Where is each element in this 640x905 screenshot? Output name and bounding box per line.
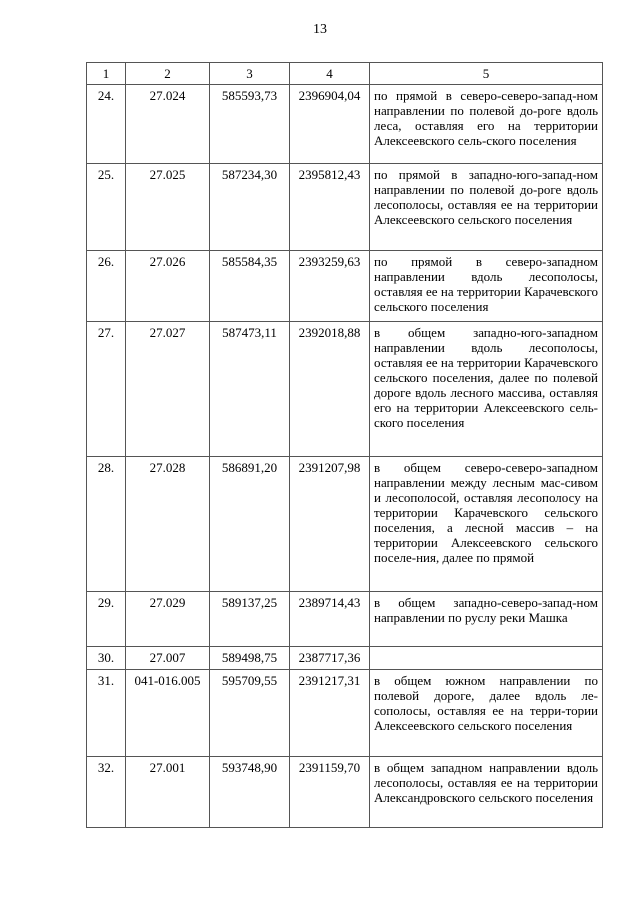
coordinate-x: 586891,20 bbox=[210, 457, 290, 592]
coordinate-x: 593748,90 bbox=[210, 757, 290, 828]
point-code: 27.027 bbox=[126, 322, 210, 457]
coordinate-y: 2389714,43 bbox=[290, 592, 370, 647]
header-col-4: 4 bbox=[290, 63, 370, 85]
point-code: 27.026 bbox=[126, 251, 210, 322]
coordinate-x: 595709,55 bbox=[210, 670, 290, 757]
table-row bbox=[87, 164, 603, 251]
boundary-description bbox=[370, 647, 603, 670]
coordinate-y: 2393259,63 bbox=[290, 251, 370, 322]
table-row bbox=[87, 85, 603, 164]
table-row bbox=[87, 322, 603, 457]
boundary-description: в общем южном направлении по полевой дороге, далее вдоль ле-сополосы, оставляя ее на терри-тории Алексеевского сельского поселения bbox=[370, 670, 603, 757]
boundary-description: в общем северо-северо-западном направлении между лесным мас-сивом и лесополосой, оставляя лесополосу на территории Карачевского сельского поселения, а лесной массив – на территории Алексеевского сельского поселе-ния, далее по прямой bbox=[370, 457, 603, 592]
table-row bbox=[87, 757, 603, 828]
header-col-2: 2 bbox=[126, 63, 210, 85]
coordinate-y: 2391217,31 bbox=[290, 670, 370, 757]
row-number: 31. bbox=[87, 670, 126, 757]
point-code: 27.024 bbox=[126, 85, 210, 164]
point-code: 27.025 bbox=[126, 164, 210, 251]
boundary-table bbox=[86, 62, 603, 828]
coordinate-y: 2396904,04 bbox=[290, 85, 370, 164]
table-row bbox=[87, 647, 603, 670]
boundary-description: по прямой в северо-северо-запад-ном направлении по полевой до-роге вдоль леса, оставляя его на территории Алексеевского сель-ского поселения bbox=[370, 85, 603, 164]
header-col-5: 5 bbox=[370, 63, 603, 85]
row-number: 27. bbox=[87, 322, 126, 457]
boundary-description: по прямой в западно-юго-запад-ном направлении по полевой до-роге вдоль лесополосы, оставляя ее на территории Алексеевского сельского поселения bbox=[370, 164, 603, 251]
point-code: 041-016.005 bbox=[126, 670, 210, 757]
coordinate-y: 2391207,98 bbox=[290, 457, 370, 592]
coordinate-y: 2387717,36 bbox=[290, 647, 370, 670]
coordinate-y: 2395812,43 bbox=[290, 164, 370, 251]
coordinate-x: 587473,11 bbox=[210, 322, 290, 457]
coordinate-x: 587234,30 bbox=[210, 164, 290, 251]
boundary-description: в общем западном направлении вдоль лесополосы, оставляя ее на территории Александровского сельского поселения bbox=[370, 757, 603, 828]
coordinate-x: 585593,73 bbox=[210, 85, 290, 164]
row-number: 30. bbox=[87, 647, 126, 670]
row-number: 32. bbox=[87, 757, 126, 828]
row-number: 26. bbox=[87, 251, 126, 322]
point-code: 27.007 bbox=[126, 647, 210, 670]
page-number: 13 bbox=[313, 22, 327, 37]
table-row bbox=[87, 457, 603, 592]
row-number: 29. bbox=[87, 592, 126, 647]
row-number: 28. bbox=[87, 457, 126, 592]
table-row bbox=[87, 670, 603, 757]
row-number: 24. bbox=[87, 85, 126, 164]
coordinate-y: 2392018,88 bbox=[290, 322, 370, 457]
point-code: 27.028 bbox=[126, 457, 210, 592]
boundary-description: по прямой в северо-западном направлении вдоль лесополосы, оставляя ее на территории Карачевского сельского поселения bbox=[370, 251, 603, 322]
point-code: 27.001 bbox=[126, 757, 210, 828]
coordinate-x: 589137,25 bbox=[210, 592, 290, 647]
table-row bbox=[87, 251, 603, 322]
coordinate-y: 2391159,70 bbox=[290, 757, 370, 828]
table-row bbox=[87, 592, 603, 647]
point-code: 27.029 bbox=[126, 592, 210, 647]
table-header-row bbox=[87, 63, 603, 85]
row-number: 25. bbox=[87, 164, 126, 251]
boundary-description: в общем западно-северо-запад-ном направлении по руслу реки Машка bbox=[370, 592, 603, 647]
header-col-3: 3 bbox=[210, 63, 290, 85]
header-col-1: 1 bbox=[87, 63, 126, 85]
boundary-description: в общем западно-юго-западном направлении вдоль лесополосы, оставляя ее на территории Карачевского сельского поселения, далее по полевой дороге вдоль лесного массива, оставляя его на территории Алексеевского сель-ского поселения bbox=[370, 322, 603, 457]
coordinate-x: 585584,35 bbox=[210, 251, 290, 322]
coordinate-x: 589498,75 bbox=[210, 647, 290, 670]
